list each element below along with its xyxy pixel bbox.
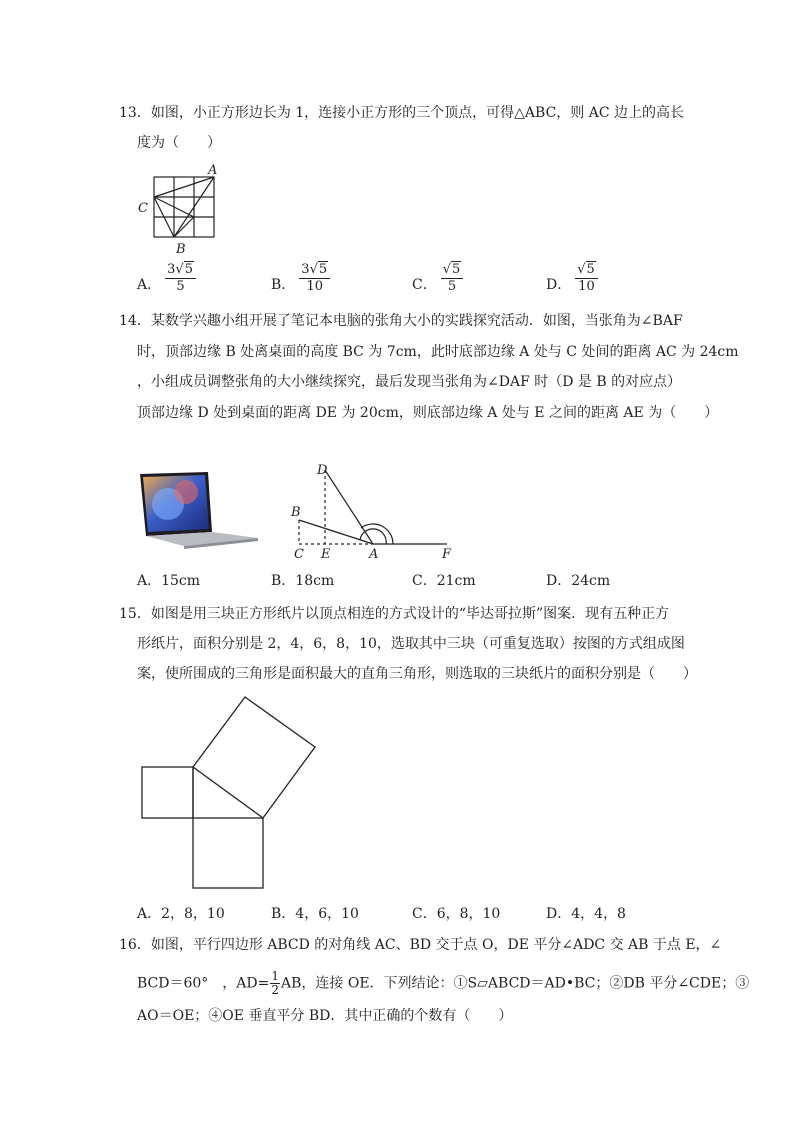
denominator: 5 [447,278,457,294]
option-letter: A． [137,277,162,293]
q13-option-a[interactable] [137,261,196,295]
q15-stem-line3: 案，使所围成的三角形是面积最大的直角三角形，则选取的三块纸片的面积分别是（ ） [137,666,697,682]
q15-option-c[interactable]: C．6，8，10 [412,906,501,922]
q14-label-b: B [291,505,301,520]
q16-stem-line3: AO＝OE；④OE 垂直平分 BD．其中正确的个数有（ ） [137,1008,513,1024]
q16-stem-line2 [137,970,749,997]
q14-angle-figure [285,458,475,563]
q14-option-c[interactable]: C．21cm [412,573,476,589]
denominator: 2 [271,983,280,997]
q15-option-a[interactable]: A．2，8，10 [137,906,225,922]
fraction: $\frac{√5}{10}$ [575,262,598,295]
q13-options [137,261,657,304]
denominator: 10 [306,278,323,294]
q16-line2-part-a: BCD＝60° ，AD= [137,975,270,992]
q14-stem-line4: 顶部边缘 D 处到桌面的距离 DE 为 20cm，则底部边缘 A 处与 E 之间的距离 AE 为（ ） [137,405,719,421]
fraction: $\frac{√5}{5}$ [441,262,464,295]
q15-pythagoras-figure [140,695,320,891]
q15-option-d[interactable]: D．4，4，8 [546,906,626,922]
q14-label-a: A [369,547,379,562]
q14-label-f: F [442,547,452,562]
q14-option-b[interactable]: B．18cm [271,573,335,589]
q13-label-b: B [176,242,186,257]
coef: 3 [301,261,310,277]
q13-grid-figure [130,160,240,260]
q15-stem-line2: 形纸片，面积分别是 2，4，6，8，10，选取其中三块（可重复选取）按图的方式组成图 [137,636,685,652]
q15-options [137,903,657,925]
option-letter: D． [546,277,572,293]
option-letter: C． [412,277,437,293]
laptop-image [138,470,260,550]
fraction-half [270,970,280,997]
q14-options [137,570,657,592]
option-letter: B． [271,277,296,293]
fraction: $\frac{3√5}{10}$ [299,262,330,295]
q13-stem-line1: 13．如图，小正方形边长为 1，连接小正方形的三个顶点，可得△ABC，则 AC 边上的高长 [119,105,685,121]
q14-stem-line1: 14．某数学兴趣小组开展了笔记本电脑的张角大小的实践探究活动．如图，当张角为∠BAF [119,313,683,329]
q14-label-e: E [321,547,331,562]
radicand: 5 [318,261,328,277]
q13-label-c: C [138,201,148,216]
fraction: $\frac{3√5}{5}$ [165,262,196,295]
denominator: 10 [578,278,595,294]
radicand: 5 [452,261,461,277]
q13-label-a: A [208,163,218,178]
q13-stem-line2: 度为（ ） [137,135,221,151]
q14-label-d: D [317,463,328,478]
q14-stem-line3: ，小组成员调整张角的大小继续探究，最后发现当张角为∠DAF 时（D 是 B 的对应点） [137,374,682,390]
q15-stem-line1: 15．如图是用三块正方形纸片以顶点相连的方式设计的“毕达哥拉斯”图案．现有五种正方 [119,606,670,622]
q13-option-d[interactable] [546,261,598,295]
q14-stem-line2: 时，顶部边缘 B 处离桌面的高度 BC 为 7cm，此时底部边缘 A 处与 C 处间的距离 AC 为 24cm [137,344,739,360]
denominator: 5 [176,278,185,294]
q16-line2-part-b: AB，连接 OE．下列结论：①S▱ABCD＝AD•BC；②DB 平分∠CDE；③ [281,975,750,992]
q14-option-d[interactable]: D．24cm [546,573,611,589]
numerator: 1 [271,969,280,983]
q14-label-c: C [294,547,304,562]
q13-option-b[interactable] [271,261,330,295]
radicand: 5 [184,261,193,277]
coef: 3 [167,261,176,277]
q16-stem-line1: 16．如图，平行四边形 ABCD 的对角线 AC、BD 交于点 O，DE 平分∠ADC 交 AB 于点 E，∠ [119,937,722,953]
q14-option-a[interactable]: A．15cm [137,573,201,589]
radicand: 5 [586,261,595,277]
q15-option-b[interactable]: B．4，6，10 [271,906,359,922]
q13-option-c[interactable] [412,261,463,295]
